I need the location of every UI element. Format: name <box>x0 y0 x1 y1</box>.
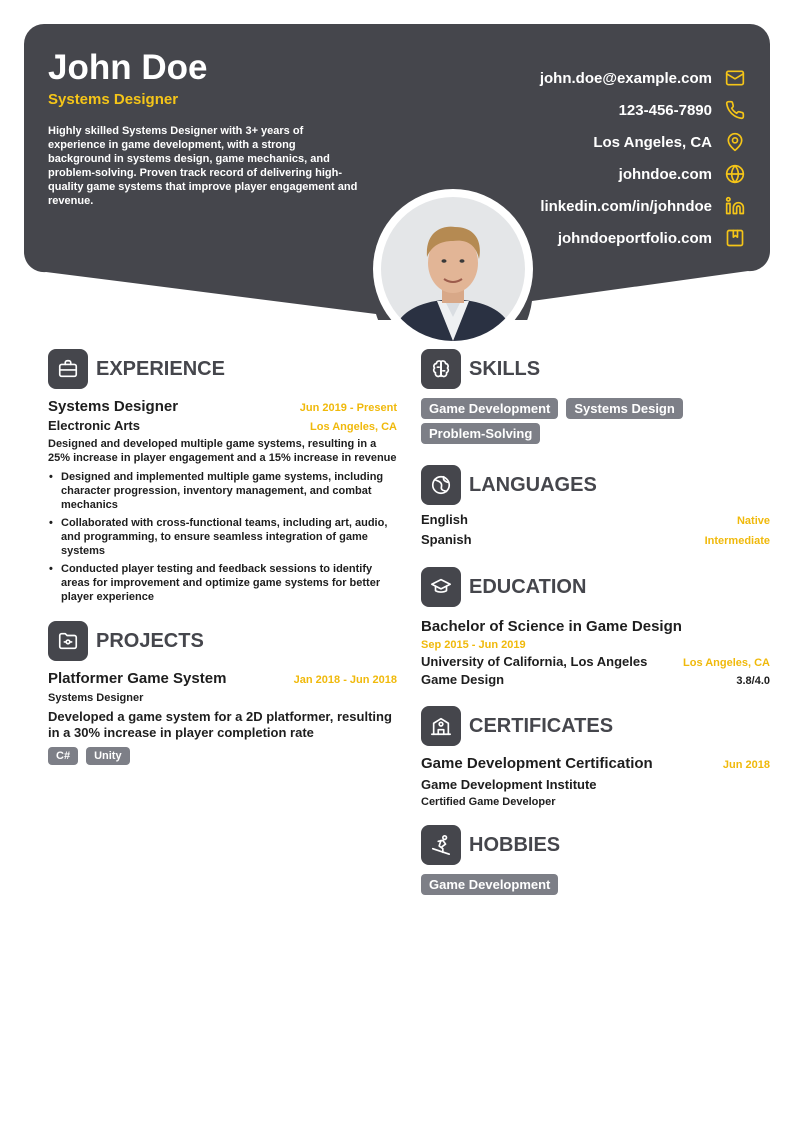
profile-photo <box>381 197 525 341</box>
hobbies-header <box>421 824 770 866</box>
linkedin-icon <box>724 195 746 217</box>
job-position: Systems Designer <box>48 398 179 415</box>
languages-list <box>421 512 770 552</box>
certificate-entry <box>421 755 770 808</box>
contact-portfolio[interactable] <box>540 222 746 254</box>
education-gpa: 3.8/4.0 <box>736 675 770 687</box>
skiing-icon <box>421 825 461 865</box>
institution-icon <box>421 706 461 746</box>
skill-tag: Game Development <box>421 398 558 419</box>
contact-website-text[interactable]: johndoe.com <box>618 165 712 183</box>
experience-title: EXPERIENCE <box>96 357 225 380</box>
skill-tag: Problem-Solving <box>421 423 540 444</box>
candidate-role: Systems Designer <box>48 91 179 108</box>
education-header <box>421 566 770 608</box>
contact-email-text[interactable]: john.doe@example.com <box>539 69 712 87</box>
project-tag: C# <box>48 747 78 765</box>
language-level: Native <box>736 515 770 527</box>
candidate-name: John Doe <box>48 48 208 87</box>
project-description: Developed a game system for a 2D platformer, resulting in a 30% increase in player completion rate <box>48 709 392 740</box>
language-name: English <box>421 512 468 527</box>
project-tags <box>48 747 397 765</box>
skills-title: SKILLS <box>469 357 541 380</box>
language-name: Spanish <box>421 532 472 547</box>
language-row <box>421 532 770 552</box>
certificates-header <box>421 705 770 747</box>
brain-icon <box>421 349 461 389</box>
language-row <box>421 512 770 532</box>
certificate-issuer: Game Development Institute <box>421 777 597 792</box>
job-bullet: • Collaborated with cross-functional teams, including art, audio, and programming, to ensure seamless integration of game systems <box>48 516 397 558</box>
right-column <box>421 348 770 895</box>
education-entry <box>421 618 770 687</box>
languages-title: LANGUAGES <box>469 473 597 496</box>
contact-linkedin-text[interactable]: linkedin.com/in/johndoe <box>540 197 712 215</box>
left-column <box>48 348 397 765</box>
hobby-tag: Game Development <box>421 874 558 895</box>
job-bullet: • Designed and implemented multiple game systems, including character progression, inventory management, and combat mechanics <box>48 470 397 512</box>
skill-tag: Systems Design <box>566 398 682 419</box>
projects-header <box>48 620 397 662</box>
education-degree: Bachelor of Science in Game Design <box>421 618 682 635</box>
certificate-date: Jun 2018 <box>722 759 770 771</box>
language-level: Intermediate <box>704 535 770 547</box>
projects-title: PROJECTS <box>96 629 204 652</box>
graduation-cap-icon <box>421 567 461 607</box>
contact-list <box>540 62 746 254</box>
profile-photo-frame <box>373 189 533 349</box>
contact-portfolio-text[interactable]: johndoeportfolio.com <box>557 229 712 247</box>
project-entry <box>48 670 397 765</box>
mail-icon <box>724 67 746 89</box>
contact-phone-text[interactable]: 123-456-7890 <box>618 101 712 119</box>
job-company: Electronic Arts <box>48 418 140 433</box>
education-school: University of California, Los Angeles <box>421 654 648 669</box>
project-name: Platformer Game System <box>48 670 227 687</box>
education-location: Los Angeles, CA <box>683 657 770 669</box>
certificates-title: CERTIFICATES <box>469 714 614 737</box>
contact-linkedin[interactable] <box>540 190 746 222</box>
job-summary: Designed and developed multiple game systems, resulting in a 25% increase in player engagement and a 15% increase in revenue <box>48 438 397 464</box>
phone-icon <box>724 99 746 121</box>
profile-summary: Highly skilled Systems Designer with 3+ years of experience in game development, with a strong background in systems design, game mechanics, and problem-solving. Proven track record of delivering high-quality game systems that improve player engagement and revenue. <box>48 125 358 207</box>
job-dates: Jun 2019 - Present <box>299 402 397 414</box>
hobbies-list <box>421 874 770 895</box>
globe-grid-icon <box>421 465 461 505</box>
location-pin-icon <box>724 131 746 153</box>
contact-email[interactable] <box>540 62 746 94</box>
job-bullet: • Conducted player testing and feedback sessions to identify areas for improvement and optimize game systems for better player experience <box>48 562 397 604</box>
contact-location <box>540 126 746 158</box>
certificate-credential: Certified Game Developer <box>421 796 556 808</box>
hobbies-title: HOBBIES <box>469 833 561 856</box>
bookmark-icon <box>724 227 746 249</box>
experience-header <box>48 348 397 390</box>
languages-header <box>421 464 770 506</box>
education-field: Game Design <box>421 672 505 687</box>
job-location: Los Angeles, CA <box>310 421 397 433</box>
skills-list <box>421 398 770 444</box>
certificate-name: Game Development Certification <box>421 755 653 772</box>
contact-location-text: Los Angeles, CA <box>593 133 712 151</box>
contact-website[interactable] <box>540 158 746 190</box>
experience-entry <box>48 398 397 604</box>
job-bullets <box>48 470 397 604</box>
skills-header <box>421 348 770 390</box>
project-tag: Unity <box>86 747 130 765</box>
education-dates: Sep 2015 - Jun 2019 <box>421 639 526 651</box>
briefcase-icon <box>48 349 88 389</box>
contact-phone[interactable] <box>540 94 746 126</box>
folder-icon <box>48 621 88 661</box>
project-dates: Jan 2018 - Jun 2018 <box>293 674 397 686</box>
education-title: EDUCATION <box>469 575 587 598</box>
globe-icon <box>724 163 746 185</box>
project-role: Systems Designer <box>48 692 144 704</box>
